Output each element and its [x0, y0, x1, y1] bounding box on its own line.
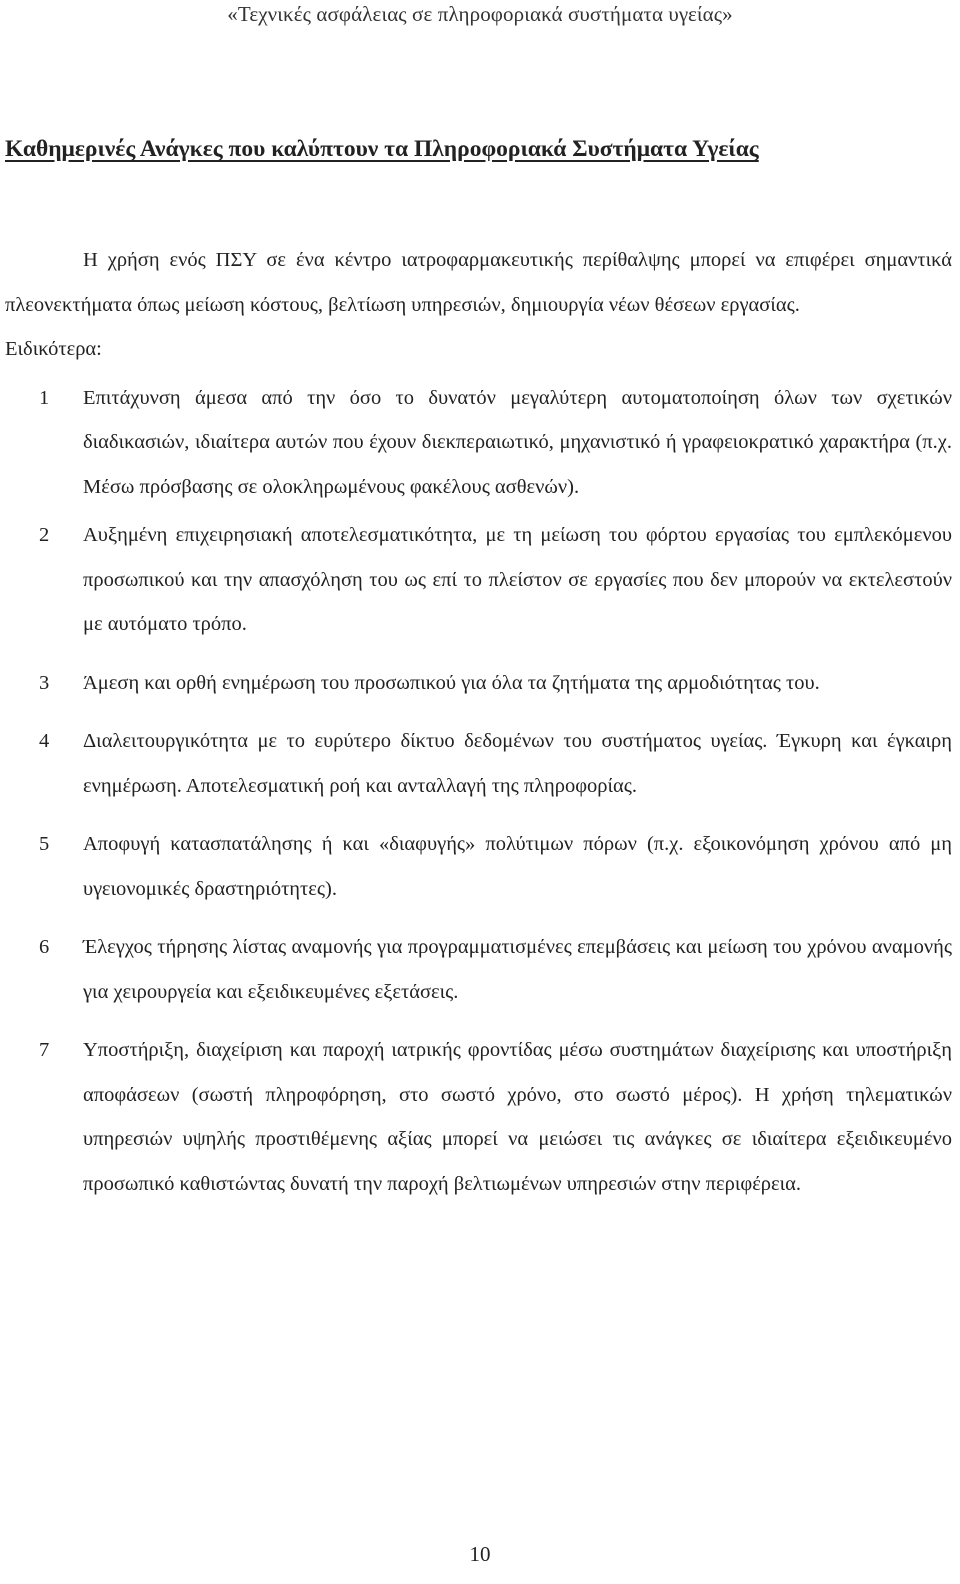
list-item-text: Αυξημένη επιχειρησιακή αποτελεσματικότητα, με τη μείωση του φόρτου εργασίας του εμπλεκόμενου προσωπικού και την απασχόληση του ως επί το πλείστον σε εργασίες που δεν μπορούν να εκτελεστούν με αυτόματο τρόπο. [83, 524, 952, 635]
list-item-number: 6 [39, 936, 50, 958]
intro-paragraph: Η χρήση ενός ΠΣΥ σε ένα κέντρο ιατροφαρμακευτικής περίθαλψης μπορεί να επιφέρει σημαντικά πλεονεκτήματα όπως μείωση κόστους, βελτίωση υπηρεσιών, δημιουργία νέων θέσεων εργασίας. [5, 249, 952, 316]
list-item-number: 4 [39, 730, 50, 752]
list-item-text: Έλεγχος τήρησης λίστας αναμονής για προγραμματισμένες επεμβάσεις και μείωση του χρόνου αναμονής για χειρουργεία και εξειδικευμένες εξετάσεις. [83, 936, 952, 1003]
list-item-text: Επιτάχυνση άμεσα από την όσο το δυνατόν μεγαλύτερη αυτοματοποίηση όλων των σχετικών διαδικασιών, ιδιαίτερα αυτών που έχουν διεκπεραιωτικό, μηχανιστικό ή γραφειοκρατικό χαρακτήρα (π.χ. Μέσω πρόσβασης σε ολοκληρωμένους φακέλους ασθενών). [83, 386, 952, 498]
needs-list [5, 376, 952, 1207]
list-item-7 [5, 1028, 952, 1206]
list-item-2 [5, 513, 952, 647]
lead-paragraph: Ειδικότερα: [5, 338, 102, 360]
list-item-number: 5 [39, 833, 50, 855]
page-number: 10 [469, 1542, 491, 1566]
list-item-text: Αποφυγή κατασπατάλησης ή και «διαφυγής» πολύτιμων πόρων (π.χ. εξοικονόμηση χρόνου από μη υγειονομικές δραστηριότητες). [83, 833, 952, 900]
list-item-text: Υποστήριξη, διαχείριση και παροχή ιατρικής φροντίδας μέσω συστημάτων διαχείρισης και υποστήριξη αποφάσεων (σωστή πληροφόρηση, στο σωστό χρόνο, στο σωστό μέρος). Η χρήση τηλεματικών υπηρεσιών υψηλής προστιθέμενης αξίας μπορεί να μειώσει τις ανάγκες σε ιδιαίτερα εξειδικευμένο προσωπικό καθιστώντας δυνατή την παροχή βελτιωμένων υπηρεσιών στην περιφέρεια. [83, 1039, 952, 1195]
document-page [5, 126, 952, 1210]
list-item-number: 7 [39, 1039, 50, 1061]
list-item-text: Άμεση και ορθή ενημέρωση του προσωπικού για όλα τα ζητήματα της αρμοδιότητας του. [83, 671, 820, 694]
running-header: «Τεχνικές ασφάλειας σε πληροφοριακά συστήματα υγείας» [227, 2, 733, 26]
list-item-5 [5, 822, 952, 911]
list-item-number: 1 [39, 386, 50, 409]
list-item-6 [5, 925, 952, 1014]
list-item-4 [5, 719, 952, 808]
section-title: Καθημερινές Ανάγκες που καλύπτουν τα Πληροφοριακά Συστήματα Υγείας [5, 136, 759, 162]
list-item-number: 3 [39, 671, 50, 694]
list-item-number: 2 [39, 524, 50, 546]
list-item-text: Διαλειτουργικότητα με το ευρύτερο δίκτυο δεδομένων του συστήματος υγείας. Έγκυρη και έγκαιρη ενημέρωση. Αποτελεσματική ροή και ανταλλαγή της πληροφορίας. [83, 730, 952, 797]
list-item-1 [5, 376, 952, 510]
list-item-3 [5, 661, 952, 706]
